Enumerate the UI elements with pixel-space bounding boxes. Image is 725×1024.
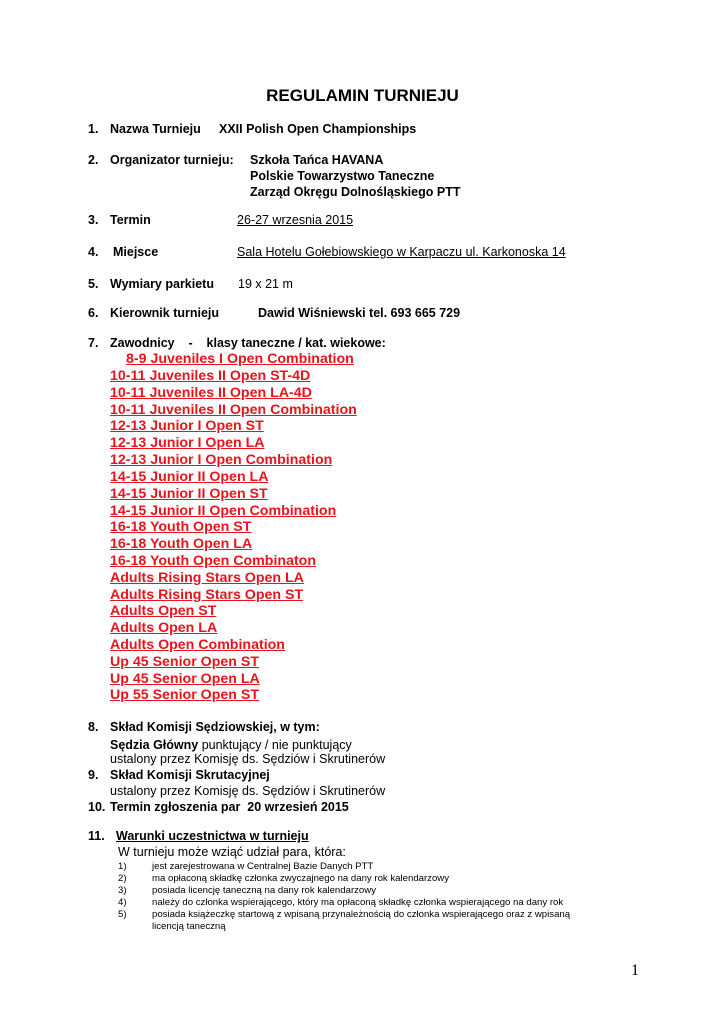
category-item: 12-13 Junior I Open Combination [110,452,333,468]
condition-number: 1) [118,861,127,872]
floor-size-value: 19 x 21 m [238,277,293,291]
date-value: 26-27 wrzesnia 2015 [237,213,354,227]
competitors-label: Zawodnicy - klasy taneczne / kat. wiekowe: [110,336,386,350]
organizer-value: Zarząd Okręgu Dolnośląskiego PTT [250,185,461,199]
category-item: 14-15 Junior II Open ST [110,486,268,502]
director-label: Kierownik turnieju [110,306,220,320]
section-number: 9. [88,768,99,782]
page-title: REGULAMIN TURNIEJU [266,86,459,105]
category-item: Up 45 Senior Open LA [110,671,260,687]
director-value: Dawid Wiśniewski tel. 693 665 729 [258,306,461,320]
category-item: Up 55 Senior Open ST [110,687,259,703]
section-number: 11. [88,829,105,843]
section-number: 4. [88,245,99,259]
category-item: 8-9 Juveniles I Open Combination [126,351,354,367]
condition-number: 3) [118,885,127,896]
condition-text: należy do członka wspierającego, który ma opłaconą składkę członka wspierającego na dany rok [152,897,564,908]
category-item: Adults Open ST [110,603,217,619]
section-number: 5. [88,277,99,291]
scrutineers-label: Skład Komisji Skrutacyjnej [110,768,270,782]
category-item: 16-18 Youth Open LA [110,536,253,552]
section-number: 8. [88,720,99,734]
condition-text-continued: licencją taneczną [152,921,226,932]
category-item: Adults Open LA [110,620,218,636]
organizer-value: Szkoła Tańca HAVANA [250,153,384,167]
condition-text: jest zarejestrowana w Centralnej Bazie Danych PTT [152,861,374,872]
category-item: 16-18 Youth Open ST [110,519,252,535]
head-judge-label: Sędzia Główny [110,738,199,752]
registration-deadline: Termin zgłoszenia par 20 wrzesień 2015 [110,800,349,814]
section-number: 1. [88,122,99,136]
category-item: 12-13 Junior I Open LA [110,435,265,451]
judges-note: ustalony przez Komisję ds. Sędziów i Skrutinerów [110,752,386,766]
date-label: Termin [110,213,151,227]
floor-size-label: Wymiary parkietu [110,277,214,291]
condition-number: 5) [118,909,127,920]
category-item: Adults Rising Stars Open LA [110,570,304,586]
category-item: 10-11 Juveniles II Open LA-4D [110,385,312,401]
section-number: 7. [88,336,99,350]
category-item: Adults Open Combination [110,637,285,653]
category-item: 10-11 Juveniles II Open ST-4D [110,368,311,384]
organizer-value: Polskie Towarzystwo Taneczne [250,169,435,183]
section-number: 6. [88,306,99,320]
tournament-name-label: Nazwa Turnieju [110,122,201,136]
condition-number: 4) [118,897,127,908]
condition-text: posiada licencję taneczną na dany rok kalendarzowy [152,885,376,896]
head-judge-note: punktujący / nie punktujący [198,738,352,752]
participation-label: Warunki uczestnictwa w turnieju [116,829,309,843]
category-item: Adults Rising Stars Open ST [110,587,304,603]
condition-text: ma opłaconą składkę członka zwyczajnego na dany rok kalendarzowy [152,873,450,884]
section-number: 10. [88,800,106,814]
category-item: 10-11 Juveniles II Open Combination [110,402,357,418]
category-item: Up 45 Senior Open ST [110,654,259,670]
section-number: 2. [88,153,99,167]
venue-label: Miejsce [113,245,159,259]
condition-number: 2) [118,873,127,884]
participation-intro: W turnieju może wziąć udział para, która: [118,845,346,859]
scrutineers-note: ustalony przez Komisję ds. Sędziów i Skrutinerów [110,784,386,798]
tournament-name-value: XXII Polish Open Championships [219,122,417,136]
section-number: 3. [88,213,99,227]
judges-label: Skład Komisji Sędziowskiej, w tym: [110,720,320,734]
page-number: 1 [631,962,639,979]
category-item: 14-15 Junior II Open LA [110,469,269,485]
venue-value: Sala Hotelu Gołebiowskiego w Karpaczu ul. Karkonoska 14 [237,245,566,259]
category-item: 14-15 Junior II Open Combination [110,503,337,519]
organizer-label: Organizator turnieju: [110,153,234,167]
condition-text: posiada książeczkę startową z wpisaną przynależnością do członka wspierającego oraz z wpisaną [152,909,571,920]
category-item: 12-13 Junior I Open ST [110,418,264,434]
category-item: 16-18 Youth Open Combinaton [110,553,316,569]
